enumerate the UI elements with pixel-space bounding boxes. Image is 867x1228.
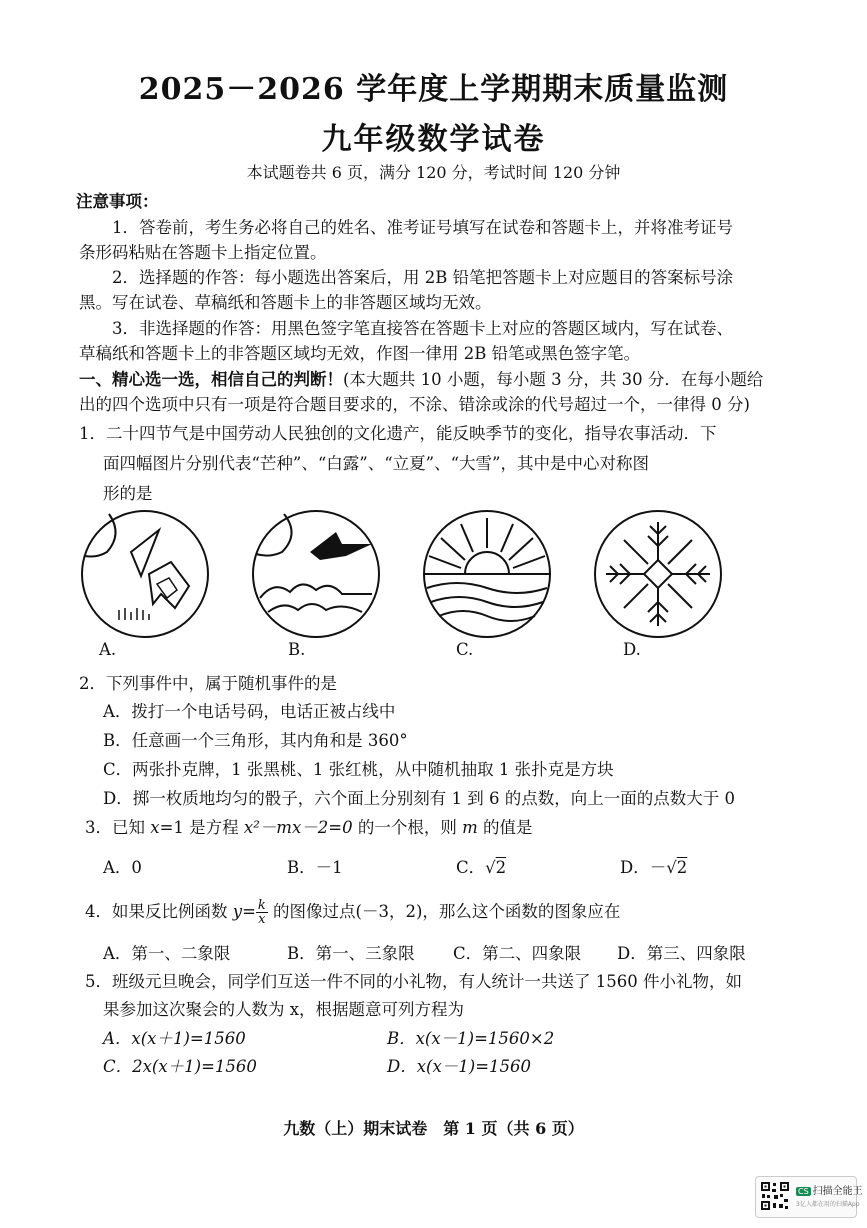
q4-option-b: B．第一、三象限: [287, 944, 415, 963]
q4-eq-sign: =: [242, 902, 256, 921]
q2-option-c: C．两张扑克牌，1 张黑桃、1 张红桃，从中随机抽取 1 张扑克是方块: [103, 760, 614, 779]
q3-stem-b: =1 是方程: [159, 818, 244, 837]
q3-option-a: A．0: [103, 858, 142, 877]
solar-term-mangzhong-image: [79, 508, 211, 640]
q2-stem: 2．下列事件中，属于随机事件的是: [79, 674, 337, 693]
q3-stem-c: 的一个根，则: [352, 818, 463, 837]
section-1-desc: (本大题共 10 小题，每小题 3 分，共 30 分．在每小题给: [343, 370, 764, 389]
q5-line-2: 果参加这次聚会的人数为 x，根据题意可列方程为: [103, 1000, 465, 1019]
q1-option-d-label: D.: [623, 640, 641, 659]
q5-option-b: B．x(x－1)=1560×2: [387, 1029, 555, 1048]
q3-stem-d: 的值是: [477, 818, 533, 837]
q3-option-d-radicand: 2: [676, 858, 688, 877]
section-1-intro: [79, 366, 763, 390]
q3-equation: x²－mx－2=0: [243, 818, 353, 837]
q4-denominator: x: [258, 912, 266, 927]
q1-option-b-label: B.: [288, 640, 306, 659]
q3-option-d: [620, 854, 687, 878]
q4-fraction: [256, 899, 268, 926]
solar-term-bailu-image: [250, 508, 382, 640]
q4-numerator: k: [257, 898, 266, 913]
qr-code-icon: [760, 1181, 790, 1211]
q1-line-1: 1．二十四节气是中国劳动人民独创的文化遗产，能反映季节的变化，指导农事活动．下: [79, 424, 717, 443]
solar-term-daxue-image: [592, 508, 724, 640]
q4-stem-a: 4．如果反比例函数: [85, 902, 233, 921]
notes-heading: 注意事项：: [76, 192, 159, 211]
q1-option-a-label: A.: [99, 640, 117, 659]
exam-subtitle: 九年级数学试卷: [321, 122, 546, 157]
note-2-line-1: 2．选择题的作答：每小题选出答案后，用 2B 铅笔把答题卡上对应题目的答案标号涂: [112, 268, 734, 287]
q5-line-1: 5．班级元旦晚会，同学们互送一件不同的小礼物，有人统计一共送了 1560 件小礼物，如: [85, 972, 742, 991]
scanner-tagline: 3亿人都在用的扫描App: [796, 1201, 860, 1208]
q1-line-3: 形的是: [103, 484, 153, 503]
exam-info: 本试题卷共 6 页，满分 120 分，考试时间 120 分钟: [246, 163, 621, 182]
solar-term-lixia-image: [421, 508, 553, 640]
q2-option-b: B．任意画一个三角形，其内角和是 360°: [103, 731, 408, 750]
section-1-heading: 一、精心选一选，相信自己的判断！: [79, 370, 343, 389]
q3-stem-a: 3．已知: [85, 818, 151, 837]
q2-option-d: D．掷一枚质地均匀的骰子，六个面上分别刻有 1 到 6 的点数，向上一面的点数大于 0: [103, 789, 735, 808]
q1-option-c-label: C.: [456, 640, 474, 659]
q1-line-2: 面四幅图片分别代表“芒种”、“白露”、“立夏”、“大雪”，其中是中心对称图: [103, 454, 649, 473]
q4-stem: [85, 898, 620, 926]
q5-option-c: C．2x(x＋1)=1560: [103, 1057, 257, 1076]
note-1-line-1: 1．答卷前，考生务必将自己的姓名、准考证号填写在试卷和答题卡上，并将准考证号: [112, 218, 733, 237]
note-2-line-2: 黑。写在试卷、草稿纸和答题卡上的非答题区域均无效。: [79, 293, 492, 312]
page-footer: 九数（上）期末试卷 第 1 页（共 6 页）: [283, 1119, 584, 1138]
scanner-logo-icon: CS: [798, 1187, 809, 1196]
q3-option-b: B．－1: [287, 858, 343, 877]
note-3-line-1: 3．非选择题的作答：用黑色签字笔直接答在答题卡上对应的答题区域内，写在试卷、: [112, 319, 733, 338]
q4-option-c: C．第二、四象限: [453, 944, 582, 963]
q3-option-c: [456, 854, 506, 878]
q5-option-d: D．x(x－1)=1560: [387, 1057, 532, 1076]
note-3-line-2: 草稿纸和答题卡上的非答题区域均无效，作图一律用 2B 铅笔或黑色签字笔。: [79, 344, 641, 363]
section-1-desc-2: 出的四个选项中只有一项是符合题目要求的，不涂、错涂或涂的代号超过一个，一律得 0 分): [79, 395, 750, 414]
scanner-watermark: [755, 1176, 863, 1218]
q3-option-c-radicand: 2: [495, 858, 507, 877]
q4-option-a: A．第一、二象限: [103, 944, 231, 963]
q4-option-d: D．第三、四象限: [617, 944, 746, 963]
sqrt-sign: √: [485, 858, 496, 877]
q4-stem-b: 的图像过点(－3，2)，那么这个函数的图象应在: [267, 902, 621, 921]
q3-option-c-prefix: C．: [456, 858, 486, 877]
exam-title: 2025－2026 学年度上学期期末质量监测: [138, 72, 729, 107]
q4-var-y: y: [232, 902, 243, 921]
q3-var-m: m: [462, 818, 478, 837]
sqrt-sign: √: [666, 858, 677, 877]
q5-option-a: A．x(x＋1)=1560: [103, 1029, 246, 1048]
scanner-app-name: [796, 1182, 863, 1197]
q2-option-a: A．拨打一个电话号码，电话正被占线中: [103, 702, 396, 721]
q3-option-d-prefix: D．－: [620, 858, 667, 877]
scanner-title: 扫描全能王: [812, 1186, 863, 1197]
note-1-line-2: 条形码粘贴在答题卡上指定位置。: [79, 243, 327, 262]
q3-var-x: x: [150, 818, 160, 837]
q3-stem: [85, 814, 533, 838]
